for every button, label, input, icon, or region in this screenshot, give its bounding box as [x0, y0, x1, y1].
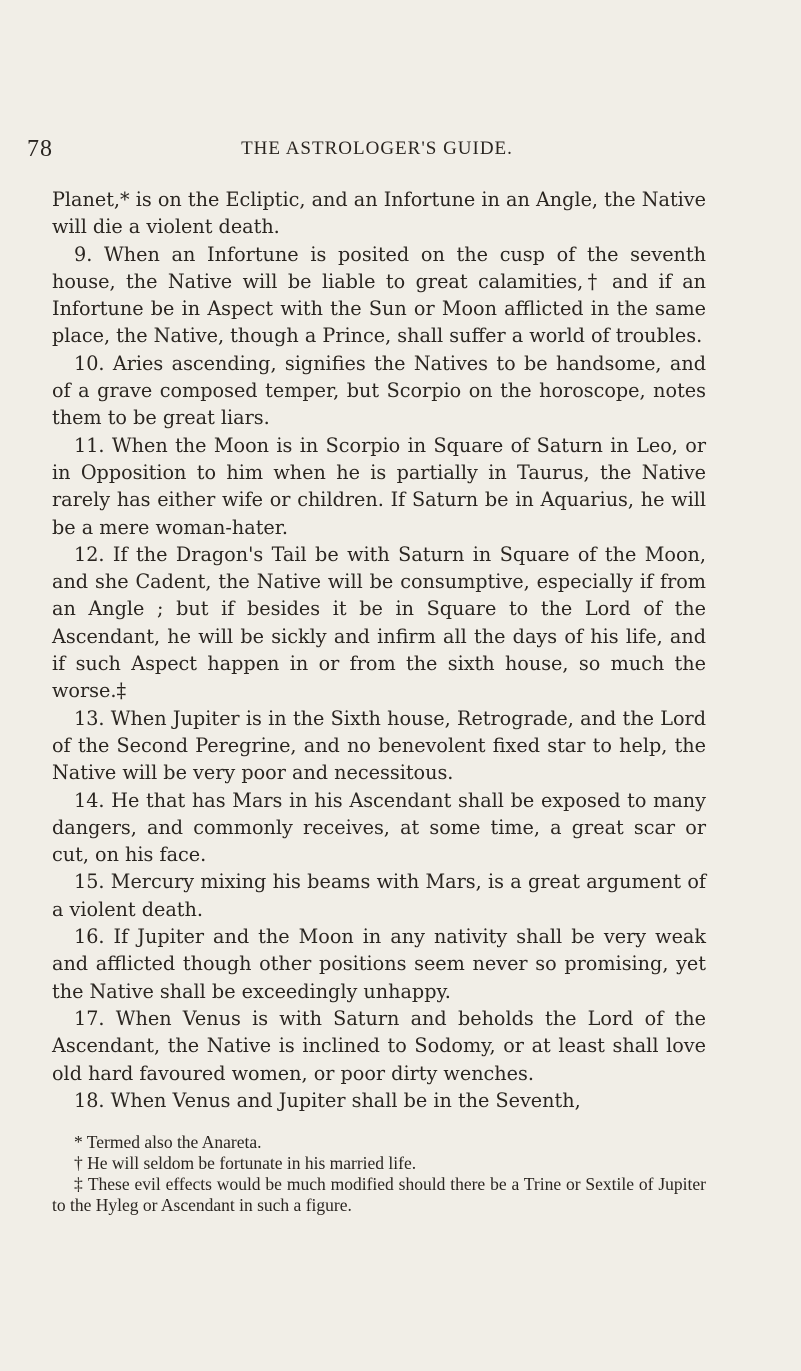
running-title: THE ASTROLOGER'S GUIDE. — [241, 138, 513, 159]
page-number: 78 — [27, 136, 53, 162]
paragraph: Planet,* is on the Ecliptic, and an Infortune in an Angle, the Native will die a violent death. — [52, 188, 706, 239]
paragraph: 17. When Venus is with Saturn and beholds the Lord of the Ascendant, the Native is inclined to Sodomy, or at least shall love old hard favoured women, or poor dirty wenches. — [52, 1006, 706, 1085]
footnote: * Termed also the Anareta. — [74, 1132, 262, 1152]
body-text — [52, 186, 706, 1114]
paragraph: 14. He that has Mars in his Ascendant shall be exposed to many dangers, and commonly receives, at some time, a great scar or cut, on his face. — [52, 788, 706, 867]
paragraph: 9. When an Infortune is posited on the cusp of the seventh house, the Native will be liable to great calamities,† and if an Infortune be in Aspect with the Sun or Moon afflicted in the same place, the Native, though a Prince, shall suffer a world of troubles. — [52, 242, 706, 348]
paragraph: 12. If the Dragon's Tail be with Saturn in Square of the Moon, and she Cadent, the Native will be consumptive, especially if from an Angle ; but if besides it be in Square to the Lord of the Ascendant, he will be sickly and infirm all the days of his life, and if such Aspect happen in or from the sixth house, so much the worse.‡ — [52, 542, 706, 703]
paragraph: 15. Mercury mixing his beams with Mars, is a great argument of a violent death. — [52, 870, 706, 921]
footnotes — [52, 1132, 706, 1216]
paragraph: 10. Aries ascending, signifies the Natives to be handsome, and of a grave composed temper, but Scorpio on the horoscope, notes them to be great liars. — [52, 351, 706, 430]
paragraph: 18. When Venus and Jupiter shall be in the Seventh, — [74, 1088, 581, 1112]
paragraph: 11. When the Moon is in Scorpio in Square of Saturn in Leo, or in Opposition to him when he is partially in Taurus, the Native rarely has either wife or children. If Saturn be in Aquarius, he will be a mere woman-hater. — [52, 433, 706, 539]
footnote: † He will seldom be fortunate in his married life. — [74, 1153, 417, 1173]
paragraph: 13. When Jupiter is in the Sixth house, Retrograde, and the Lord of the Second Peregrine, and no benevolent fixed star to help, the Native will be very poor and necessitous. — [52, 706, 706, 785]
page-header — [27, 136, 727, 166]
footnote: ‡ These evil effects would be much modified should there be a Trine or Sextile of Jupiter to the Hyleg or Ascendant in such a figure. — [52, 1174, 706, 1215]
paragraph: 16. If Jupiter and the Moon in any nativity shall be very weak and afflicted though other positions seem never so promising, yet the Native shall be exceedingly unhappy. — [52, 925, 706, 1003]
